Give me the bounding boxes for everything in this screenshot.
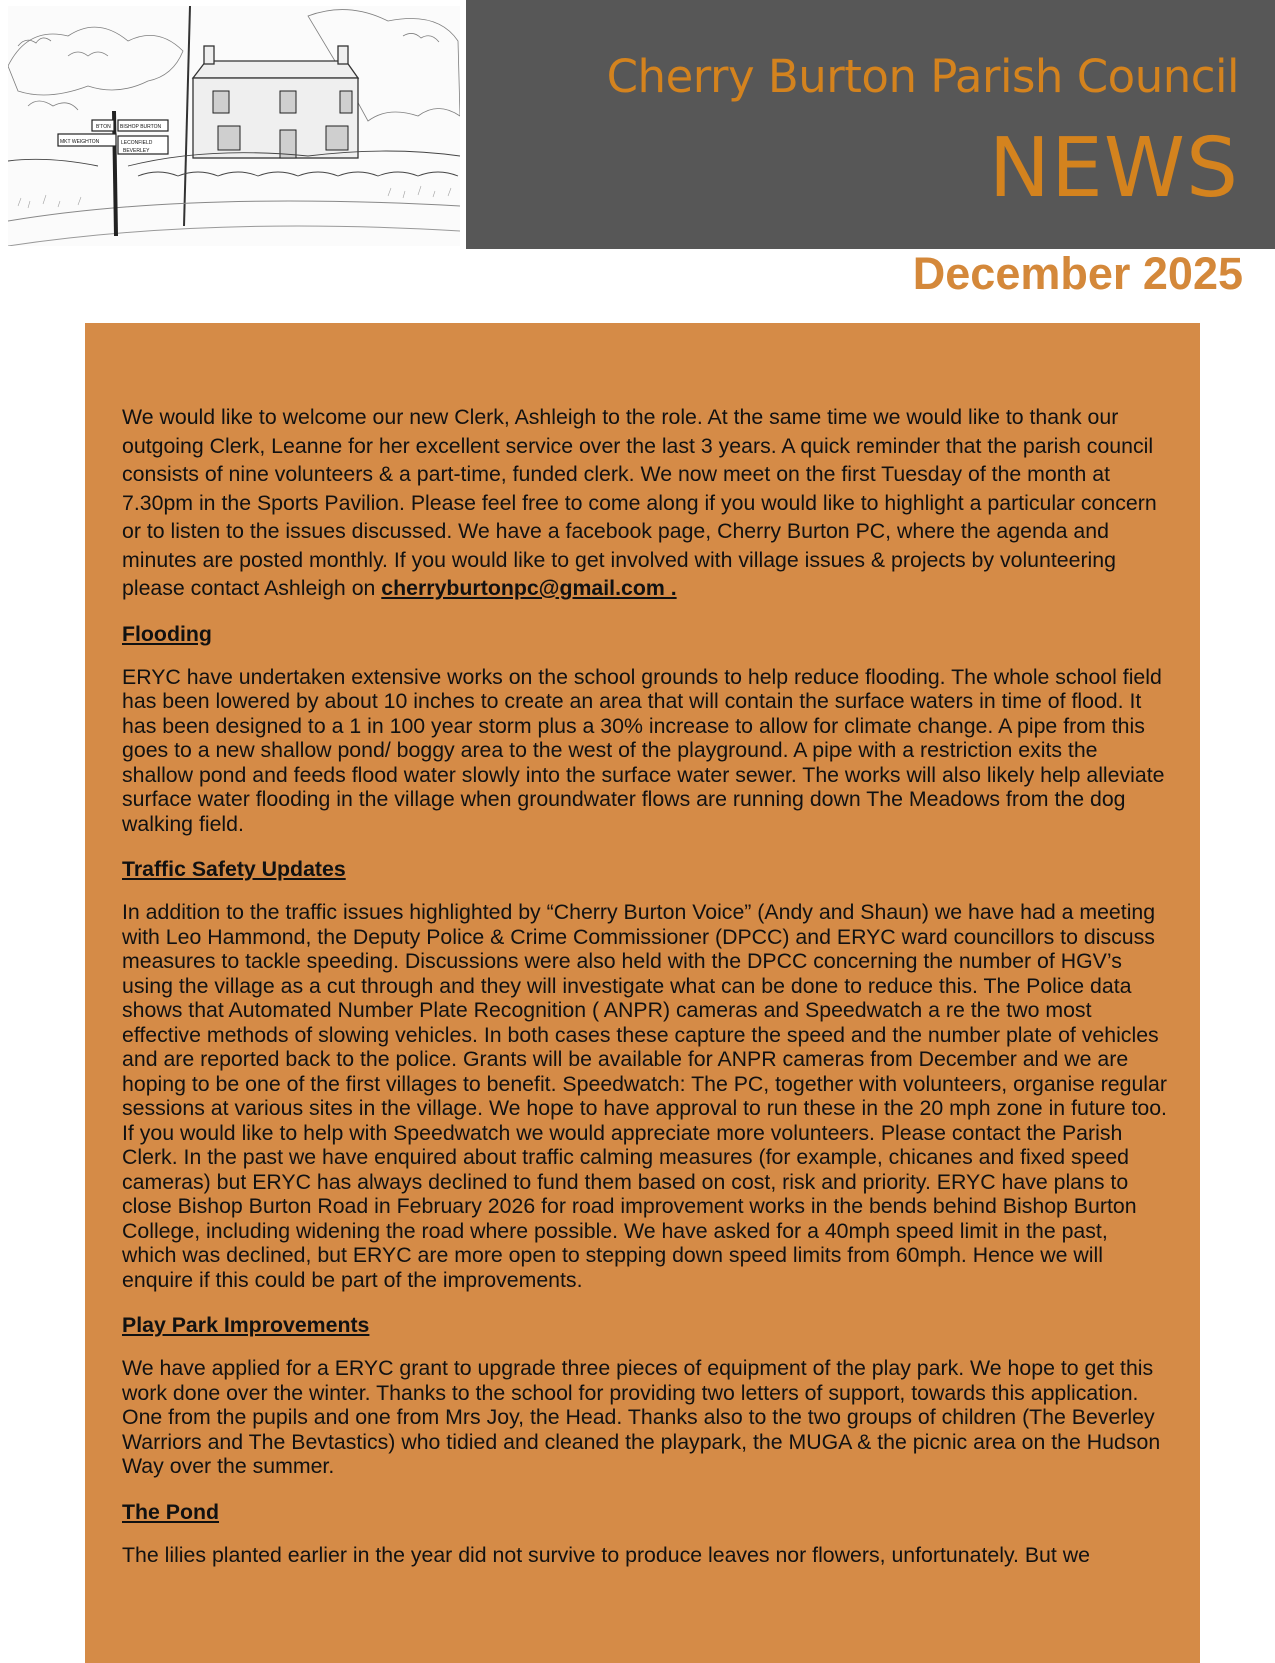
pond-heading: The Pond [122, 1499, 220, 1524]
organisation-name: Cherry Burton Parish Council [606, 50, 1239, 103]
village-sketch-illustration [8, 6, 460, 246]
flooding-body: ERYC have undertaken extensive works on the school grounds to help reduce flooding. The whole school field has been lowered by about 10 inches to create an area that will contain the surface waters in time of flood. It has been designed to a 1 in 100 year storm plus a 30% increase to allow for climate change. A pipe from this goes to a new shallow pond/ boggy area to the west of the playground. A pipe with a restriction exits the shallow pond and feeds flood water slowly into the surface water sewer. The works will also likely help alleviate surface water flooding in the village when groundwater flows are running down The Meadows from the dog walking field. [122, 664, 1165, 836]
traffic-body: In addition to the traffic issues highlighted by “Cherry Burton Voice” (Andy and Shaun) we have had a meeting with Leo Hammond, the Deputy Police & Crime Commissioner (DPCC) and ERYC ward councillors to discuss measures to tackle speeding. Discussions were also held with the DPCC concerning the number of HGV’s using the village as a cut through and they will investigate what can be done to reduce this. The Police data shows that Automated Number Plate Recognition ( ANPR) cameras and Speedwatch a re the two most effective methods of slowing vehicles. In both cases these capture the speed and the number plate of vehicles and are reported back to the police. Grants will be available for ANPR cameras from December and we are hoping to be one of the first villages to benefit. Speedwatch: The PC, together with volunteers, organise regular sessions at various sites in the village. We hope to have approval to run these in the 20 mph zone in future too. If you would like to help with Speedwatch we would appreciate more volunteers. Please contact the Parish Clerk. In the past we have enquired about traffic calming measures (for example, chicanes and fixed speed cameras) but ERYC has always declined to fund them based on cost, risk and priority. ERYC have plans to close Bishop Burton Road in February 2026 for road improvement works in the bends behind Bishop Burton College, including widening the road where possible. We have asked for a 40mph speed limit in the past, which was declined, but ERYC are more open to stepping down speed limits from 60mph. Hence we will enquire if this could be part of the improvements. [122, 900, 1167, 1292]
contact-email-link[interactable]: cherryburtonpc@gmail.com . [381, 576, 677, 600]
pond-body: The lilies planted earlier in the year did not survive to produce leaves nor flowers, unfortunately. But we [122, 1542, 1090, 1567]
publication-title: NEWS [988, 121, 1239, 216]
signpost-label: BEVERLEY [123, 148, 150, 154]
traffic-heading: Traffic Safety Updates [122, 857, 346, 881]
header-banner [466, 0, 1275, 249]
signpost-label: B'TON [96, 124, 111, 130]
newsletter-content-panel [85, 323, 1200, 1663]
signpost-label: BISHOP BURTON [120, 124, 162, 130]
flooding-heading: Flooding [122, 621, 212, 646]
play-park-heading: Play Park Improvements [122, 1313, 370, 1337]
issue-date: December 2025 [912, 248, 1243, 299]
signpost-label: LECONFIELD [121, 140, 153, 146]
play-park-body: We have applied for a ERYC grant to upgrade three pieces of equipment of the play park. We hope to get this work done over the winter. Thanks to the school for providing two letters of support, towards this application. One from the pupils and one from Mrs Joy, the Head. Thanks also to the two groups of children (The Beverley Warriors and The Bevtastics) who tidied and cleaned the playpark, the MUGA & the picnic area on the Hudson Way over the summer. [122, 1356, 1161, 1478]
signpost-label: MKT WEIGHTON [60, 139, 100, 145]
intro-paragraph [122, 403, 1168, 603]
village-sketch-icon [8, 6, 460, 246]
intro-text: We would like to welcome our new Clerk, Ashleigh to the role. At the same time we would like to thank our outgoing Clerk, Leanne for her excellent service over the last 3 years. A quick reminder that the parish council consists of nine volunteers & a part-time, funded clerk. We now meet on the first Tuesday of the month at 7.30pm in the Sports Pavilion. Please feel free to come along if you would like to highlight a particular concern or to listen to the issues discussed. We have a facebook page, Cherry Burton PC, where the agenda and minutes are posted monthly. If you would like to get involved with village issues & projects by volunteering please contact Ashleigh on [122, 405, 1157, 600]
